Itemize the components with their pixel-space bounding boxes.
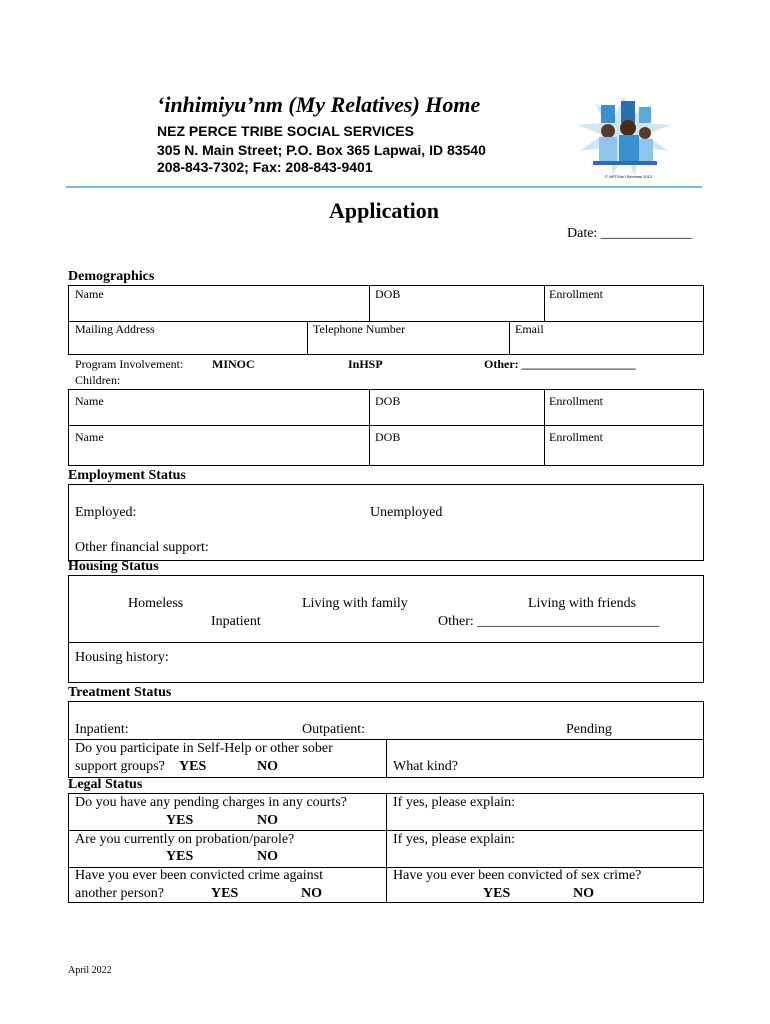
what-kind-field[interactable]: What kind? bbox=[393, 759, 458, 774]
page-title: Application bbox=[329, 198, 440, 223]
self-help-question: Do you participate in Self-Help or other sober bbox=[75, 741, 333, 756]
organization-address: 305 N. Main Street; P.O. Box 365 Lapwai, ID 83540 bbox=[157, 142, 486, 158]
homeless-option[interactable]: Homeless bbox=[128, 596, 184, 611]
organization-name: NEZ PERCE TRIBE SOCIAL SERVICES bbox=[157, 123, 414, 139]
tribe-logo bbox=[573, 95, 675, 180]
treatment-inpatient-option[interactable]: Inpatient: bbox=[75, 722, 129, 737]
employed-option[interactable]: Employed: bbox=[75, 505, 137, 520]
child2-name-field[interactable]: Name bbox=[75, 430, 104, 444]
program-other[interactable]: Other: ___________________ bbox=[484, 357, 636, 371]
organization-title: ‘inhimiyu’nm (My Relatives) Home bbox=[157, 92, 481, 117]
child1-enrollment-field[interactable]: Enrollment bbox=[549, 394, 603, 408]
telephone-field[interactable]: Telephone Number bbox=[313, 322, 406, 336]
legal-heading: Legal Status bbox=[68, 777, 143, 792]
conviction-yes[interactable]: YES bbox=[211, 886, 239, 901]
probation-explain-field[interactable]: If yes, please explain: bbox=[393, 832, 516, 847]
treatment-heading: Treatment Status bbox=[68, 685, 172, 700]
housing-other-field[interactable]: Other: __________________________ bbox=[438, 614, 660, 629]
organization-phone: 208-843-7302; Fax: 208-843-9401 bbox=[157, 159, 373, 175]
self-help-no[interactable]: NO bbox=[257, 759, 278, 774]
living-with-friends-option[interactable]: Living with friends bbox=[528, 596, 637, 611]
housing-history-field[interactable]: Housing history: bbox=[75, 650, 169, 665]
program-minoc[interactable]: MINOC bbox=[212, 357, 255, 371]
unemployed-option[interactable]: Unemployed bbox=[370, 505, 443, 520]
sex-crime-question: Have you ever been convicted of sex crime? bbox=[393, 868, 642, 883]
pending-charges-no[interactable]: NO bbox=[257, 813, 278, 828]
pending-charges-yes[interactable]: YES bbox=[166, 813, 194, 828]
header-rule bbox=[66, 186, 702, 188]
child1-dob-field[interactable]: DOB bbox=[375, 394, 401, 408]
logo-caption: © NPTSoc'l Services 2012 bbox=[605, 174, 653, 179]
mailing-address-field[interactable]: Mailing Address bbox=[75, 322, 155, 336]
housing-heading: Housing Status bbox=[68, 559, 159, 574]
self-help-question-cont: support groups? bbox=[75, 759, 165, 774]
treatment-pending-option[interactable]: Pending bbox=[566, 722, 612, 737]
enrollment-field[interactable]: Enrollment bbox=[549, 287, 603, 301]
housing-inpatient-option[interactable]: Inpatient bbox=[211, 614, 261, 629]
child1-name-field[interactable]: Name bbox=[75, 394, 104, 408]
program-inhsp[interactable]: InHSP bbox=[348, 357, 383, 371]
conviction-question: Have you ever been convicted crime against bbox=[75, 868, 324, 883]
treatment-outpatient-option[interactable]: Outpatient: bbox=[302, 722, 365, 737]
probation-question: Are you currently on probation/parole? bbox=[75, 832, 295, 847]
name-field[interactable]: Name bbox=[75, 287, 104, 301]
date-field[interactable]: Date: _____________ bbox=[567, 226, 692, 241]
sex-crime-no[interactable]: NO bbox=[573, 886, 594, 901]
demographics-heading: Demographics bbox=[68, 269, 155, 284]
pending-charges-explain-field[interactable]: If yes, please explain: bbox=[393, 795, 516, 810]
probation-yes[interactable]: YES bbox=[166, 849, 194, 864]
children-label: Children: bbox=[75, 373, 121, 387]
conviction-no[interactable]: NO bbox=[301, 886, 322, 901]
footer-date: April 2022 bbox=[68, 965, 112, 976]
employment-heading: Employment Status bbox=[68, 468, 186, 483]
probation-no[interactable]: NO bbox=[257, 849, 278, 864]
living-with-family-option[interactable]: Living with family bbox=[302, 596, 408, 611]
dob-field[interactable]: DOB bbox=[375, 287, 401, 301]
conviction-question-cont: another person? bbox=[75, 886, 165, 901]
program-involvement-label: Program Involvement: bbox=[75, 357, 184, 371]
other-financial-support-field[interactable]: Other financial support: bbox=[75, 540, 209, 555]
child2-enrollment-field[interactable]: Enrollment bbox=[549, 430, 603, 444]
sex-crime-yes[interactable]: YES bbox=[483, 886, 511, 901]
email-field[interactable]: Email bbox=[515, 322, 544, 336]
pending-charges-question: Do you have any pending charges in any courts? bbox=[75, 795, 347, 810]
child2-dob-field[interactable]: DOB bbox=[375, 430, 401, 444]
self-help-yes[interactable]: YES bbox=[179, 759, 207, 774]
